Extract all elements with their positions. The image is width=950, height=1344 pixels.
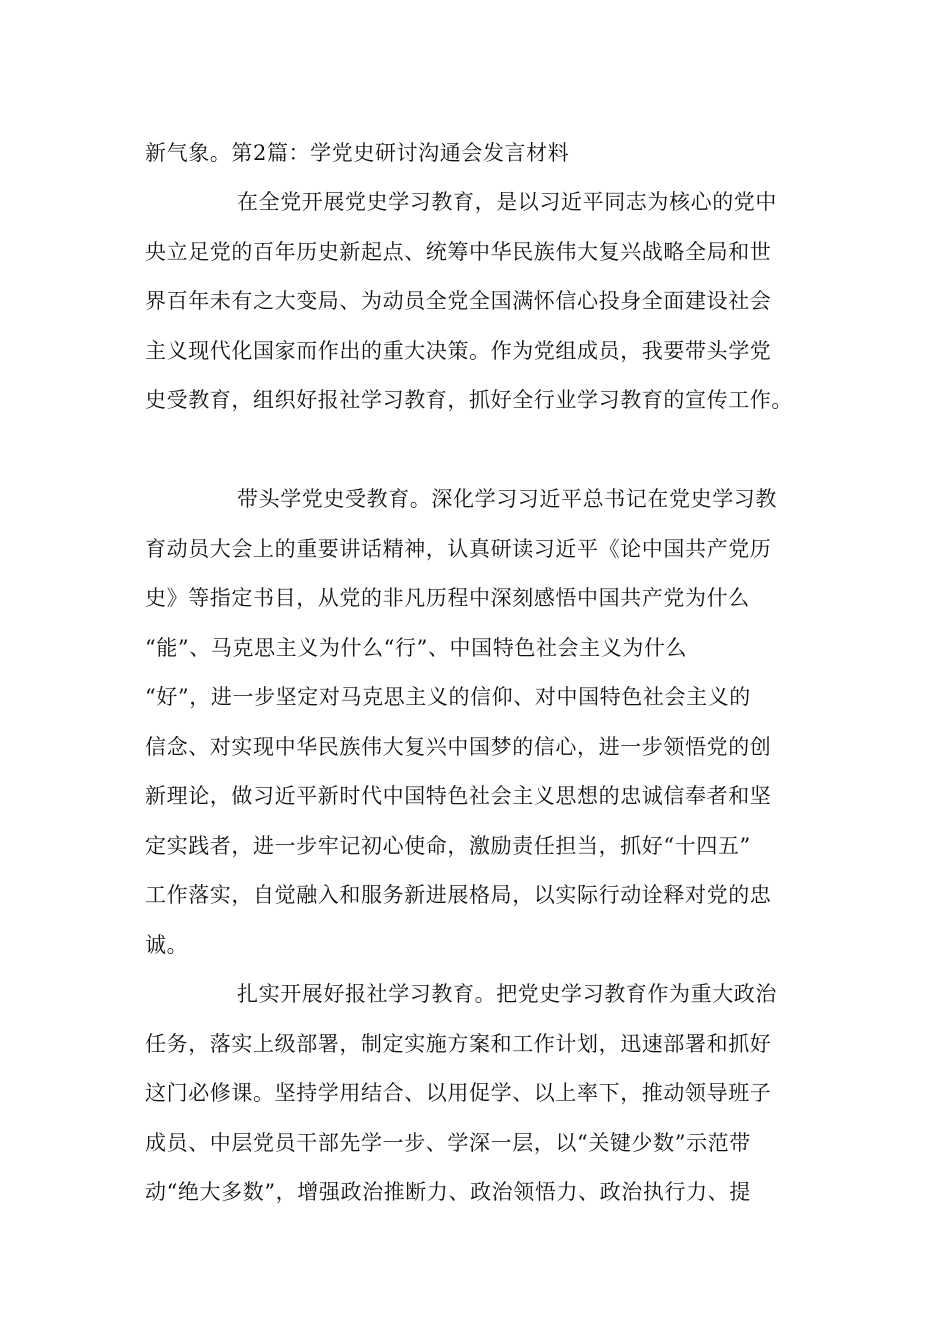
text-line: 这门必修课。坚持学用结合、以用促学、以上率下，推动领导班子 — [145, 1081, 772, 1105]
text-line: 定实践者，进一步牢记初心使命，激励责任担当，抓好“十四五” — [145, 834, 751, 858]
text-line: 扎实开展好报社学习教育。把党史学习教育作为重大政治 — [237, 982, 777, 1006]
text-line: 诚。 — [145, 933, 189, 957]
text-line: 央立足党的百年历史新起点、统筹中华民族伟大复兴战略全局和世 — [145, 240, 772, 264]
text-line: 主义现代化国家而作出的重大决策。作为党组成员，我要带头学党 — [145, 339, 772, 363]
text-line: 在全党开展党史学习教育，是以习近平同志为核心的党中 — [237, 190, 777, 214]
text-line: “好”，进一步坚定对马克思主义的信仰、对中国特色社会主义的 — [145, 685, 751, 709]
text-line: 工作落实，自觉融入和服务新进展格局，以实际行动诠释对党的忠 — [145, 883, 772, 907]
text-line: “能”、马克思主义为什么“行”、中国特色社会主义为什么 — [145, 636, 688, 660]
text-line: 任务，落实上级部署，制定实施方案和工作计划，迅速部署和抓好 — [145, 1032, 772, 1056]
text-line: 带头学党史受教育。深化学习习近平总书记在党史学习教 — [237, 487, 777, 511]
text-line: 史受教育，组织好报社学习教育，抓好全行业学习教育的宣传工作。 — [145, 388, 793, 412]
text-line: 动“绝大多数”，增强政治推断力、政治领悟力、政治执行力、提 — [145, 1180, 751, 1204]
text-line: 新气象。第2篇：学党史研讨沟通会发言材料 — [145, 141, 570, 165]
text-line: 史》等指定书目，从党的非凡历程中深刻感悟中国共产党为什么 — [145, 586, 750, 610]
text-line: 育动员大会上的重要讲话精神，认真研读习近平《论中国共产党历 — [145, 537, 772, 561]
text-line: 界百年未有之大变局、为动员全党全国满怀信心投身全面建设社会 — [145, 289, 772, 313]
text-line: 成员、中层党员干部先学一步、学深一层，以“关键少数”示范带 — [145, 1131, 751, 1155]
text-line: 信念、对实现中华民族伟大复兴中国梦的信心，进一步领悟党的创 — [145, 735, 772, 759]
text-line: 新理论，做习近平新时代中国特色社会主义思想的忠诚信奉者和坚 — [145, 784, 772, 808]
